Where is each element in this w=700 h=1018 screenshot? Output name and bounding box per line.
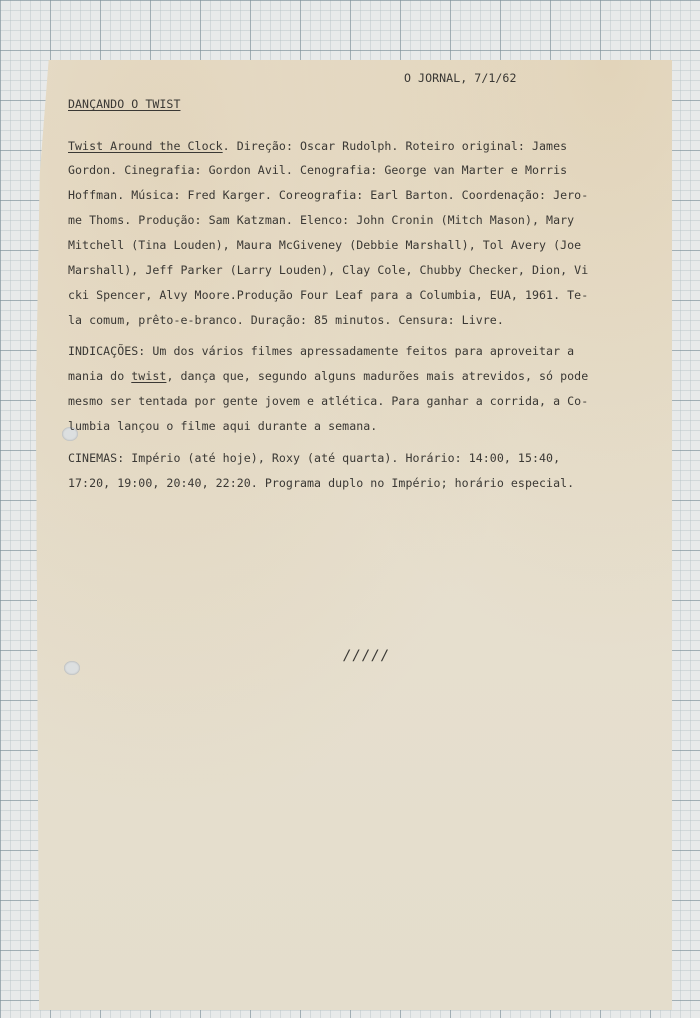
credits-line-3: Hoffman. Música: Fred Karger. Coreografia: Earl Barton. Coordenação: Jero- [68,188,589,202]
cinemas-line-2: 17:20, 19:00, 20:40, 22:20. Programa duplo no Império; horário especial. [68,476,575,490]
cinemas-label: CINEMAS: [68,451,125,465]
source-date: O JORNAL, 7/1/62 [404,71,517,85]
film-title: Twist Around the Clock [68,139,223,153]
credits-line-7: cki Spencer, Alvy Moore.Produção Four Leaf para a Columbia, EUA, 1961. Te- [68,288,589,302]
document-page [36,60,672,1010]
punch-hole [64,661,80,675]
indicacoes-line-4: lumbia lançou o filme aqui durante a semana. [68,419,378,433]
credits-line-4: me Thoms. Produção: Sam Katzman. Elenco: John Cronin (Mitch Mason), Mary [68,213,575,227]
twist-word: twist [131,369,167,383]
indicacoes-line-1: INDICAÇÕES: Um dos vários filmes apressadamente feitos para aproveitar a [68,344,575,358]
page-title: DANÇANDO O TWIST [68,97,181,111]
indicacoes-label: INDICAÇÕES: [68,344,146,358]
credits-line-1: Twist Around the Clock. Direção: Oscar Rudolph. Roteiro original: James [68,139,568,153]
credits-line-6: Marshall), Jeff Parker (Larry Louden), Clay Cole, Chubby Checker, Dion, Vi [68,263,589,277]
cinemas-line-1: CINEMAS: Império (até hoje), Roxy (até quarta). Horário: 14:00, 15:40, [68,451,561,465]
end-mark: ///// [343,648,391,664]
indicacoes-line-3: mesmo ser tentada por gente jovem e atlética. Para ganhar a corrida, a Co- [68,394,589,408]
credits-line-8: la comum, prêto-e-branco. Duração: 85 minutos. Censura: Livre. [68,313,504,327]
credits-line-2: Gordon. Cinegrafia: Gordon Avil. Cenografia: George van Marter e Morris [68,163,568,177]
indicacoes-line-2: mania do twist, dança que, segundo alguns madurões mais atrevidos, só pode [68,369,589,383]
credits-line-5: Mitchell (Tina Louden), Maura McGiveney (Debbie Marshall), Tol Avery (Joe [68,238,582,252]
